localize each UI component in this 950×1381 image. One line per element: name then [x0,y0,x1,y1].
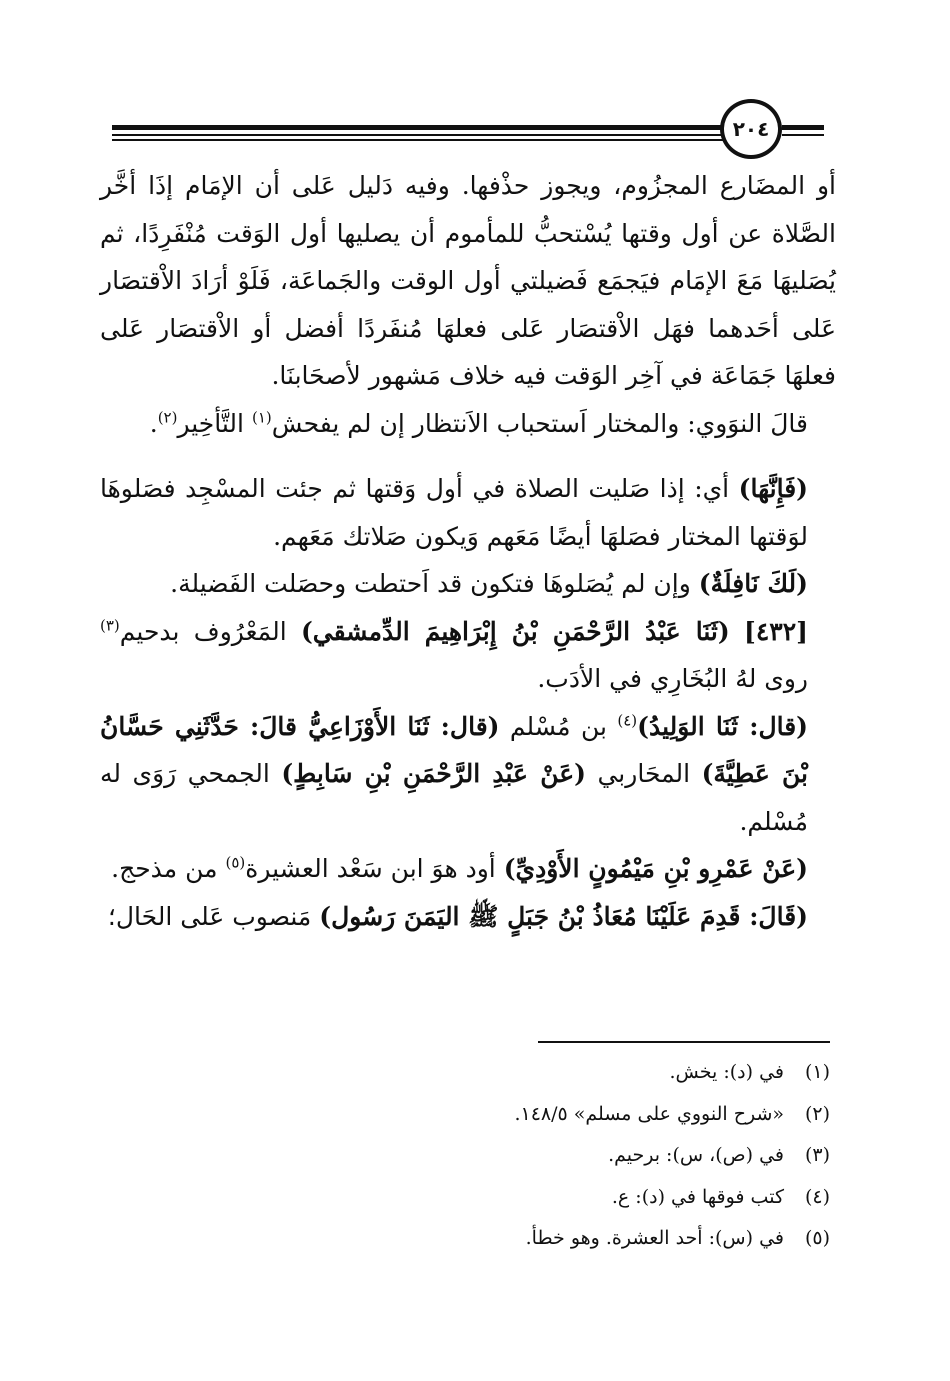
header-rule [112,125,727,130]
footnote-divider [538,1041,830,1043]
paragraph-text: أي: إذا صَليت الصلاة في أول وَقتها ثم جئت المسْجِد فصَلوهَا لوَقتها المختار فصَلهَا أيضًا مَعَهم وَيكون صَلاتك مَعَهم. [100,474,808,551]
paragraph-text: من مذحج. [111,854,218,883]
paragraph [100,893,836,941]
quoted-text: (ثَنَا عَبْدُ الرَّحْمَنِ بْنُ إِبْرَاهِيمَ الدِّمشقي) [300,616,730,646]
quoted-text: (قَالَ: قَدِمَ عَلَيْنَا مُعَاذُ بْنُ جَبَلٍ ﷺ اليَمَنَ رَسُول) [319,901,808,931]
paragraph [100,560,836,608]
paragraph-text: المَعْرُوف بدحيم [119,616,287,646]
paragraph-text: مَنصوب عَلى الحَال؛ [107,901,312,931]
footnote-number: (١) [804,1061,830,1083]
footnote-number: (٥) [804,1227,830,1249]
paragraph [100,608,836,703]
footnote-ref: (٣) [100,616,120,635]
paragraph-text: . [149,408,158,438]
footnote [300,1094,830,1136]
paragraph-text: أود هوَ ابن سَعْد العشيرة [245,854,496,883]
footnote-text: كتب فوقها في (د): ع. [611,1185,784,1208]
quoted-text: (فَإِنَّهَا) [738,474,808,503]
header-rule [782,125,824,130]
quoted-text: (قال: ثَنَا الأَوْزَاعِيُّ قالَ: حَدَّثَنِي حَسَّانُ بْنَ عَطِيَّةَ) [100,711,808,788]
footnote-text: «شرح النووي على مسلم» ١٤٨/٥. [514,1102,784,1125]
paragraph-text: الجمحي رَوَى له مُسْلم. [100,759,808,836]
paragraph-text: وإن لم يُصَلوهَا فتكون قد اَحتطت وحصَلت الفَضيلة. [170,569,691,598]
quoted-text: (عَنْ عَمْرِو بْنِ مَيْمُونٍ الأَوْدِيِّ) [503,854,808,883]
paragraph-text: بن مُسْلم [509,711,607,741]
footnote-text: في (س): أحد العشرة. وهو خطأ. [525,1227,784,1249]
footnote [300,1218,830,1260]
quoted-text: (عَنْ عَبْدِ الرَّحْمَنِ بْنِ سَابِطٍ) [281,759,586,788]
page-number: ٢٠٤ [732,117,770,141]
header-rule [782,134,824,136]
footnote [300,1177,830,1219]
paragraph-text: التَّأخِير [177,408,244,438]
paragraph [100,400,836,448]
footnote [300,1052,830,1094]
paragraph [100,465,836,560]
paragraph [100,703,836,846]
main-text [100,162,836,940]
footnote-ref: (١) [251,408,272,427]
footnote-ref: (٤) [617,711,638,730]
footnotes [300,1052,830,1260]
footnote-number: (٢) [804,1102,830,1125]
footnote-text: في (د): يخش. [669,1061,784,1083]
footnote [300,1135,830,1177]
hadith-number: [٤٣٢] [744,616,808,646]
paragraph-text: قالَ النوَوي: والمختار اَستحباب الاَنتظار إن لم يفحش [271,408,808,438]
page-header [112,98,824,164]
paragraph-text: أو المضَارع المجزُوم، ويجوز حذْفها. وفيه دَليل عَلى أن الإمَام إذَا أخَّر الصَّلاة عن أول وقتها يُسْتحبُّ للمأموم أن يصليها أول الوَقت مُنْفَرِدًا، ثم يُصَليهَا مَعَ الإمَام فيَجمَع فَضيلتي أول الوقت والجَماعَة، فَلَوْ أرَادَ الاْقتصَار عَلى أحَدهما فهَل الاْقتصَار عَلى فعلهَا مُنفَردًا أفضل أو الاْقتصَار عَلى فعلهَا جَمَاعَة في آخِر الوَقت فيه خلاف مَشهور لأصحَابنَا. [100,171,836,390]
header-rule [112,139,727,141]
footnote-number: (٤) [804,1185,830,1208]
quoted-text: (قال: ثَنَا الوَلِيدُ) [637,711,809,741]
footnote-ref: (٢) [157,408,178,427]
quoted-text: (لَكَ نَافِلَةٌ) [698,569,808,598]
paragraph [100,845,836,893]
paragraph [100,162,836,400]
footnote-ref: (٥) [225,853,246,872]
footnote-number: (٣) [804,1144,830,1166]
paragraph-text: روى لهُ البُخَارِي في الأدَب. [537,664,808,693]
header-rule [112,134,727,136]
page-number-badge [720,99,782,159]
paragraph-text: المحَاربي [597,759,691,788]
footnote-text: في (ص)، س): برحيم. [608,1144,784,1166]
